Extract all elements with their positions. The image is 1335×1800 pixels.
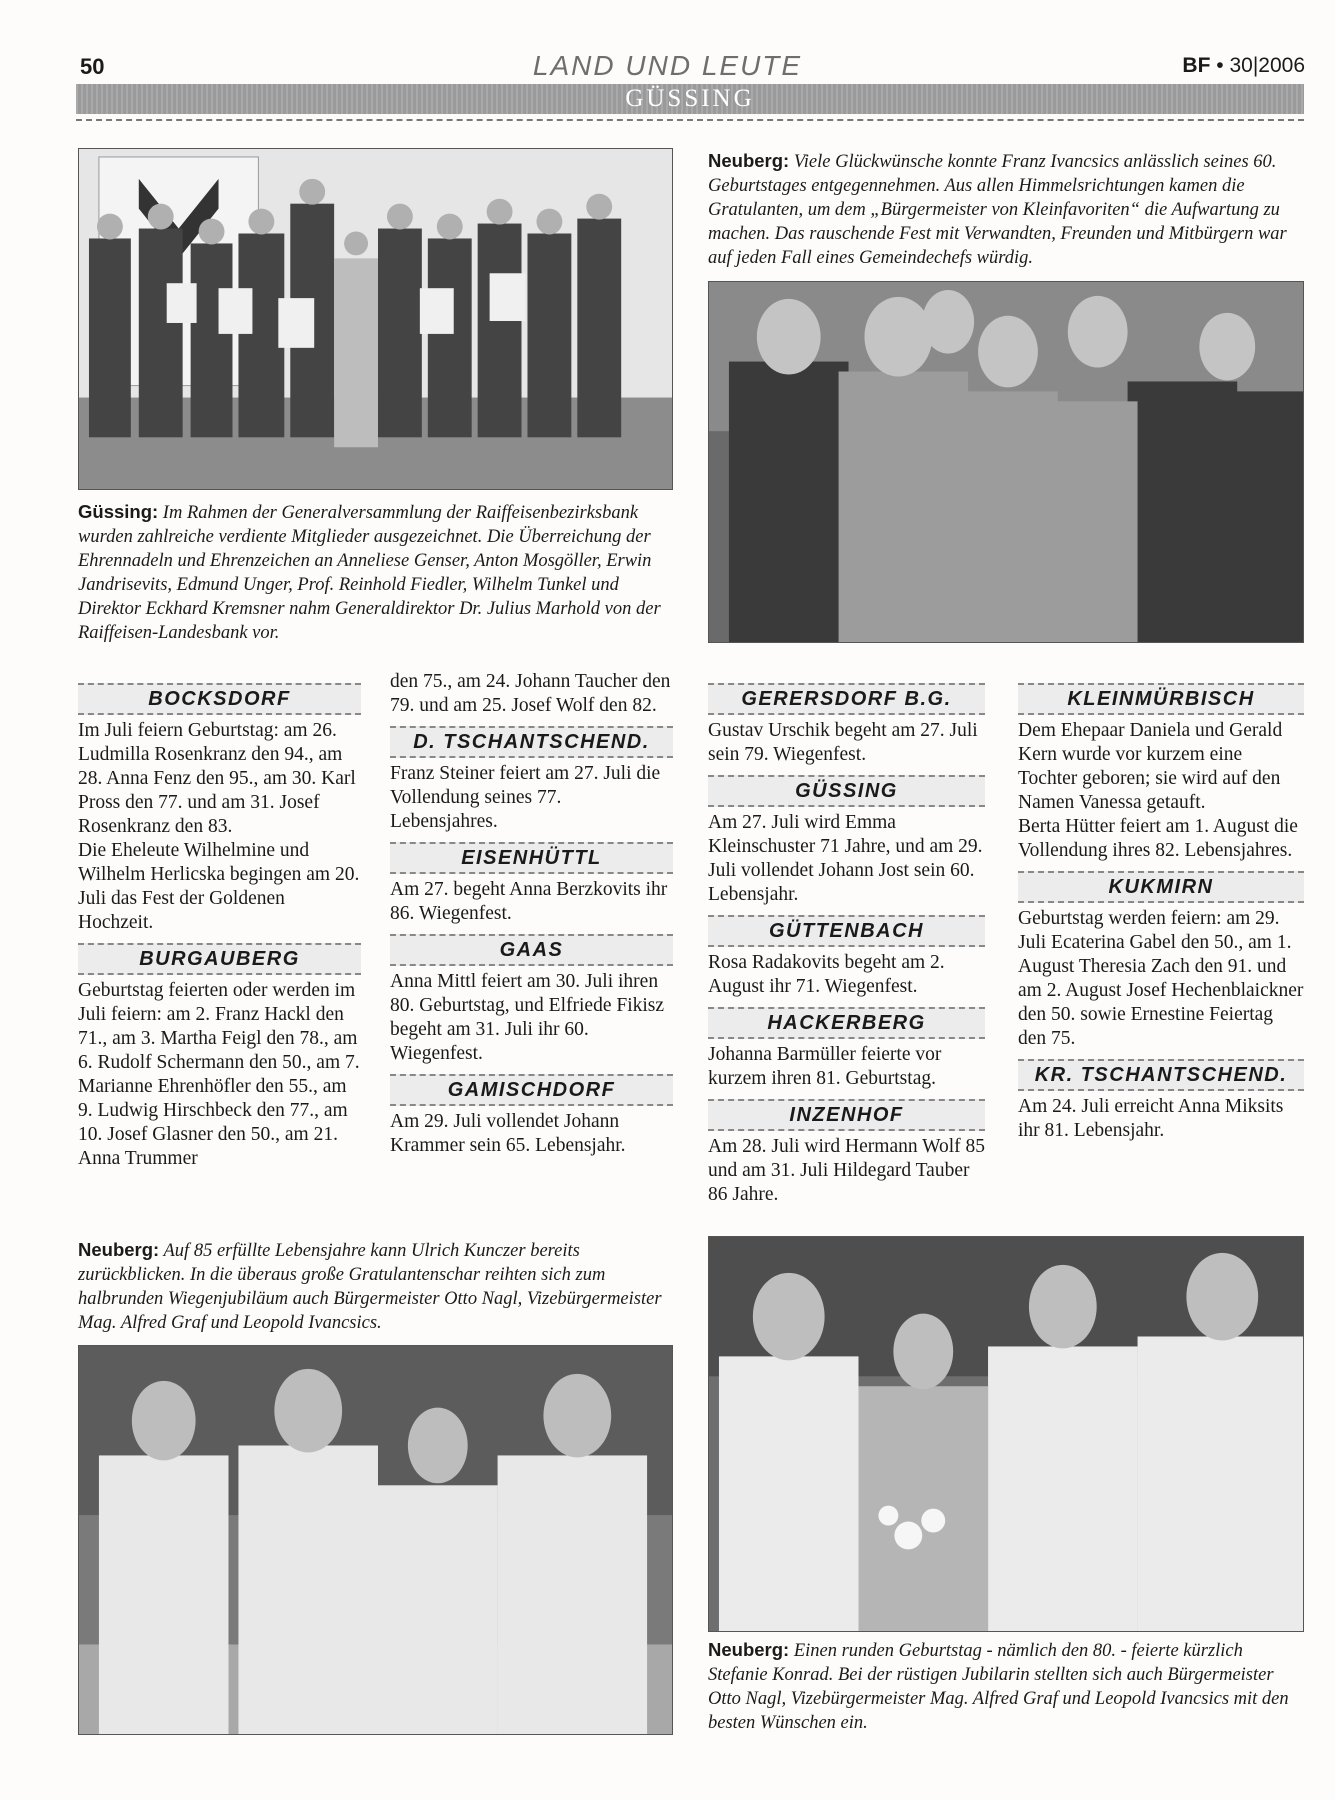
page-number: 50: [80, 54, 105, 79]
caption-text: Einen runden Geburtstag - nämlich den 80. - feierte kürzlich Stefanie Konrad. Bei der rüstigen Jubilarin stellten sich auch Bürgermeister Otto Nagl, Vizebürgermeister Mag. Alfred Graf und Leopold Ivancsics mit den besten Wünschen ein.: [708, 1641, 1289, 1733]
heading-burgauberg: BURGAUBERG: [78, 943, 361, 975]
column-2: [390, 670, 673, 1158]
issue-separator: •: [1216, 54, 1224, 77]
heading-gaas: GAAS: [390, 934, 673, 966]
heading-kr-tschantschend: KR. TSCHANTSCHEND.: [1018, 1059, 1304, 1091]
caption-neuberg-kunczer: [78, 1238, 678, 1335]
heading-gerersdorf: GERERSDORF B.G.: [708, 683, 985, 715]
caption-neuberg-ivancsics: [708, 149, 1304, 270]
article-text: Am 28. Juli wird Hermann Wolf 85 und am 31. Juli Hildegard Tauber 86 Jahre.: [708, 1136, 985, 1205]
issue-brand: BF: [1182, 54, 1211, 77]
heading-kukmirn: KUKMIRN: [1018, 871, 1304, 903]
article-text: Am 27. Juli wird Emma Kleinschuster 71 Jahre, und am 29. Juli vollendet Johann Jost sein 60. Lebensjahr.: [708, 812, 983, 905]
article-text: Geburtstag feierten oder werden im Juli feiern: am 2. Franz Hackl den 71., am 3. Martha Feigl den 78., am 6. Rudolf Schermann den 50., am 7. Marianne Ehrenhöfler den 55., am 9. Ludwig Hirschbeck den 77., am 10. Josef Glasner den 50., am 21. Anna Trummer: [78, 980, 360, 1169]
article-text: Johanna Barmüller feierte vor kurzem ihren 81. Geburtstag.: [708, 1044, 942, 1089]
column-4: [1018, 683, 1304, 1143]
header-divider: [76, 119, 1304, 121]
photo-neuberg-kunczer-group: [78, 1345, 673, 1735]
heading-guessing: GÜSSING: [708, 775, 985, 807]
article-text: Franz Steiner feiert am 27. Juli die Vollendung seines 77. Lebensjahres.: [390, 763, 661, 832]
article-text: Anna Mittl feiert am 30. Juli ihren 80. Geburtstag, und Elfriede Fikisz begeht am 31. Juli ihr 60. Wiegenfest.: [390, 971, 665, 1064]
article-text: Dem Ehepaar Daniela und Gerald Kern wurde vor kurzem eine Tochter geboren; sie wird auf den Namen Vanessa getauft.: [1018, 720, 1283, 813]
caption-place: Güssing:: [78, 501, 159, 522]
article-text: Im Juli feiern Geburtstag: am 26. Ludmilla Rosenkranz den 94., am 28. Anna Fenz den 95., am 30. Karl Pross den 77. und am 31. Josef Rosenkranz den 83.: [78, 720, 356, 837]
heading-d-tschantschend: D. TSCHANTSCHEND.: [390, 726, 673, 758]
caption-text: Im Rahmen der Generalversammlung der Raiffeisenbezirksbank wurden zahlreiche verdiente Mitglieder ausgezeichnet. Die Überreichung der Ehrennadeln und Ehrenzeichen an Anneliese Genser, Anton Mosgöller, Erwin Jandrisevits, Edmund Unger, Prof. Reinhold Fiedler, Wilhelm Tunkel und Direktor Eckhard Kremsner nahm Generaldirektor Dr. Julius Marhold von der Raiffeisen-Landesbank vor.: [78, 503, 661, 643]
region-name: GÜSSING: [625, 85, 755, 112]
article-text: Geburtstag werden feiern: am 29. Juli Ecaterina Gabel den 50., am 1. August Theresia Zach den 91. und am 2. August Josef Hechenblaickner den 50. sowie Ernestine Feiertag den 75.: [1018, 908, 1304, 1049]
photo-guessing-award-group: [78, 148, 673, 490]
caption-neuberg-konrad: [708, 1638, 1304, 1735]
caption-place: Neuberg:: [708, 150, 790, 171]
heading-eisenhuettl: EISENHÜTTL: [390, 842, 673, 874]
column-1: [78, 683, 361, 1171]
heading-kleinmuerbisch: KLEINMÜRBISCH: [1018, 683, 1304, 715]
caption-place: Neuberg:: [78, 1239, 160, 1260]
caption-place: Neuberg:: [708, 1639, 790, 1660]
caption-text: Auf 85 erfüllte Lebensjahre kann Ulrich Kunczer bereits zurückblicken. In die überaus große Gratulantenschar reihten sich zum halbrunden Wiegenjubiläum auch Bürgermeister Otto Nagl, Vizebürgermeister Mag. Alfred Graf und Leopold Ivancsics.: [78, 1241, 662, 1333]
article-text: den 75., am 24. Johann Taucher den 79. und am 25. Josef Wolf den 82.: [390, 671, 671, 716]
heading-guettenbach: GÜTTENBACH: [708, 915, 985, 947]
photo-neuberg-konrad-group: [708, 1236, 1304, 1632]
article-text: Am 29. Juli vollendet Johann Krammer sein 65. Lebensjahr.: [390, 1111, 626, 1156]
photo-neuberg-birthday-group: [708, 281, 1304, 643]
region-banner: [76, 84, 1304, 114]
issue-number: 30|2006: [1229, 54, 1305, 77]
article-text: Rosa Radakovits begeht am 2. August ihr 71. Wiegenfest.: [708, 952, 945, 997]
heading-bocksdorf: BOCKSDORF: [78, 683, 361, 715]
column-3: [708, 683, 985, 1207]
article-text: Am 27. begeht Anna Berzkovits ihr 86. Wiegenfest.: [390, 879, 668, 924]
heading-inzenhof: INZENHOF: [708, 1099, 985, 1131]
issue-info: [1182, 54, 1305, 78]
article-text: Die Eheleute Wilhelmine und Wilhelm Herlicska begingen am 20. Juli das Fest der Goldenen Hochzeit.: [78, 840, 360, 933]
article-text: Am 24. Juli erreicht Anna Miksits ihr 81. Lebensjahr.: [1018, 1096, 1284, 1141]
article-text: Gustav Urschik begeht am 27. Juli sein 79. Wiegenfest.: [708, 720, 978, 765]
caption-text: Viele Glückwünsche konnte Franz Ivancsics anlässlich seines 60. Geburtstages entgegennehmen. Aus allen Himmelsrichtungen kamen die Gratulanten, um dem „Bürgermeister von Kleinfavoriten“ die Aufwartung zu machen. Das rauschende Fest mit Verwandten, Freunden und Mitbürgern war auf jeden Fall eines Gemeindechefs würdig.: [708, 152, 1287, 268]
caption-guessing-raiffeisen: [78, 500, 678, 645]
heading-hackerberg: HACKERBERG: [708, 1007, 985, 1039]
heading-gamischdorf: GAMISCHDORF: [390, 1074, 673, 1106]
article-text: Berta Hütter feiert am 1. August die Vollendung ihres 82. Lebensjahres.: [1018, 816, 1298, 861]
section-title: LAND UND LEUTE: [532, 50, 803, 81]
